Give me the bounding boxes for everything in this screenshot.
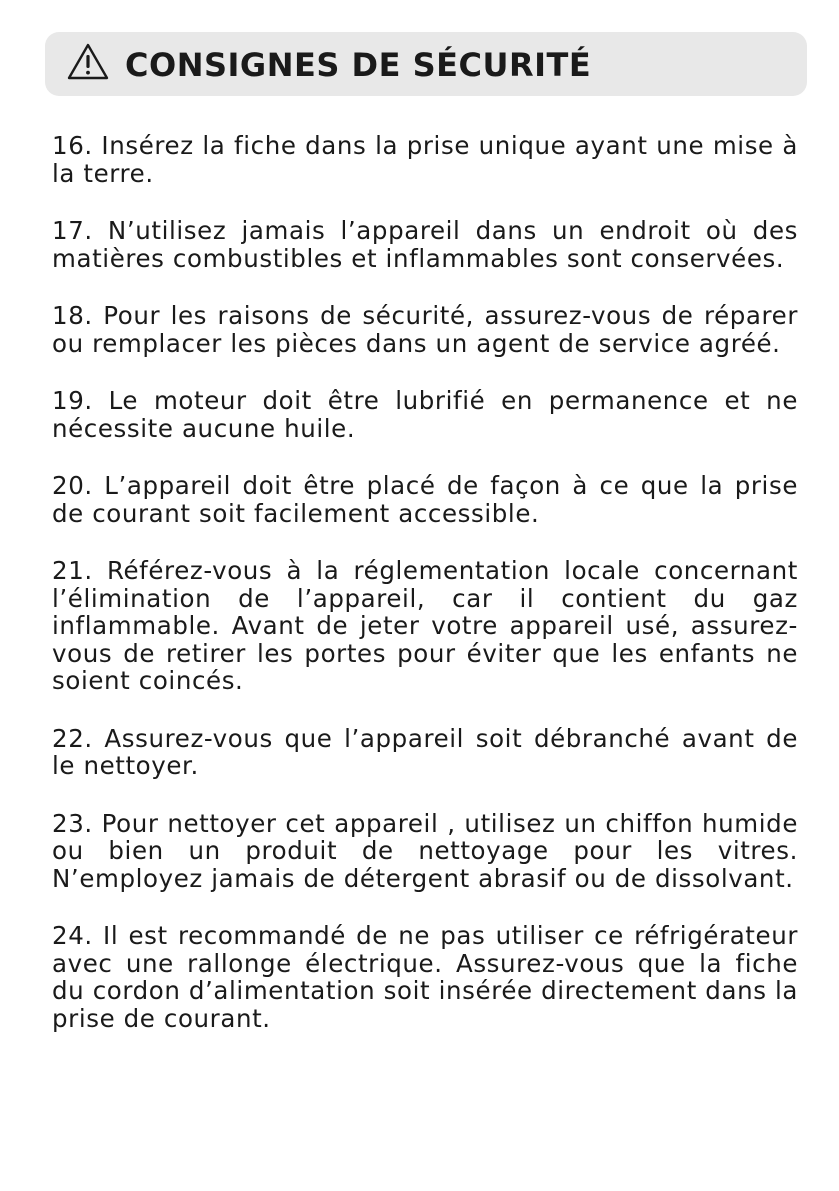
instruction-19: 19. Le moteur doit être lubrifié en permanence et ne nécessite aucune huile. — [52, 386, 798, 443]
instruction-23: 23. Pour nettoyer cet appareil , utilisez un chiffon humide ou bien un produit de nettoyage pour les vitres. N’employez jamais de détergent abrasif ou de dissolvant. — [52, 808, 798, 893]
page-title: CONSIGNES DE SÉCURITÉ — [125, 46, 592, 84]
instruction-24: 24. Il est recommandé de ne pas utiliser ce réfrigérateur avec une rallonge électrique. Assurez-vous que la fiche du cordon d’alimentation soit insérée directement dans la prise de courant. — [52, 921, 798, 1033]
instruction-16: 16. Insérez la fiche dans la prise unique ayant une mise à la terre. — [52, 131, 798, 188]
safety-instructions-list — [52, 132, 798, 1062]
instruction-20: 20. L’appareil doit être placé de façon à ce que la prise de courant soit facilement accessible. — [52, 471, 798, 528]
instruction-18: 18. Pour les raisons de sécurité, assurez-vous de réparer ou remplacer les pièces dans un agent de service agréé. — [52, 301, 798, 358]
warning-triangle-icon — [67, 43, 109, 81]
section-header — [45, 32, 807, 96]
instruction-22: 22. Assurez-vous que l’appareil soit débranché avant de le nettoyer. — [52, 723, 798, 780]
instruction-17: 17. N’utilisez jamais l’appareil dans un endroit où des matières combustibles et inflammables sont conservées. — [52, 216, 798, 273]
instruction-21: 21. Référez-vous à la réglementation locale concernant l’élimination de l’appareil, car il contient du gaz inflammable. Avant de jeter votre appareil usé, assurez-vous de retirer les portes pour éviter que les enfants ne soient coincés. — [52, 556, 798, 695]
